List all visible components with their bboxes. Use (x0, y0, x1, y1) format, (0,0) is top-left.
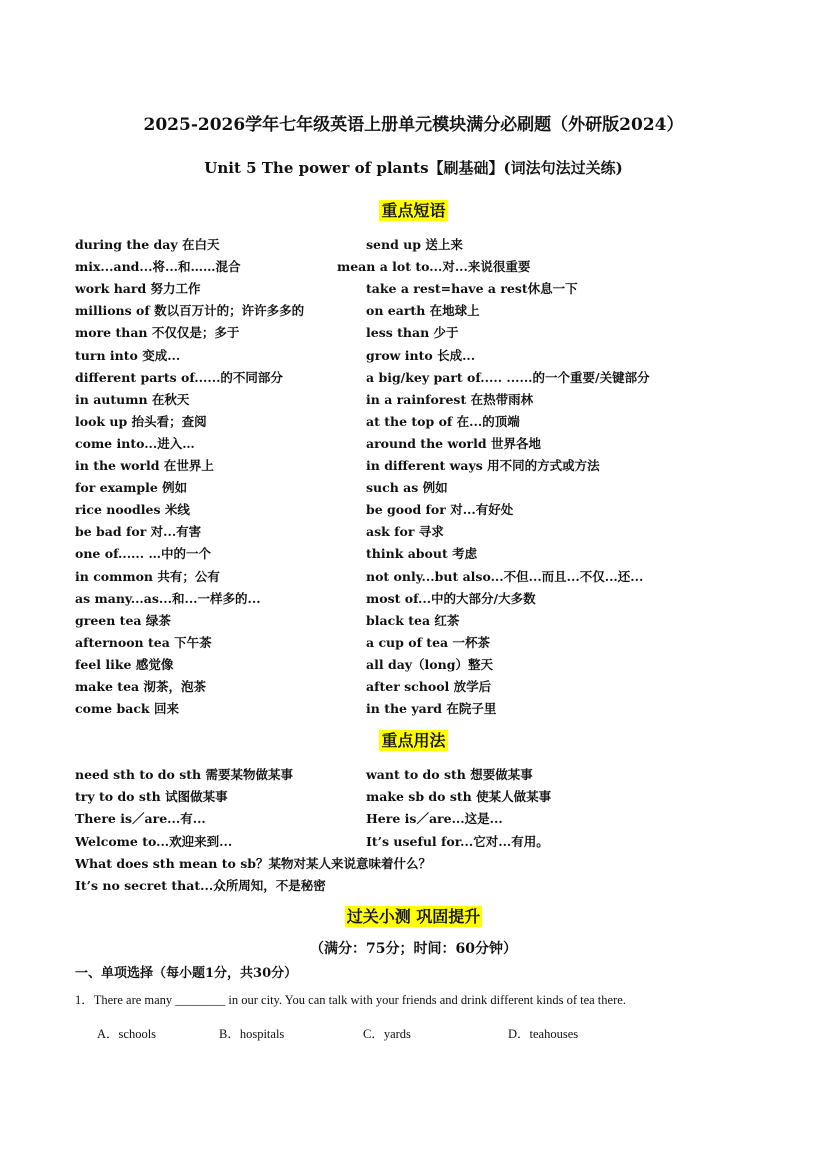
phrase-right-item: on earth 在地球上 (366, 303, 480, 319)
usage-left-item: There is／are...有... (75, 811, 206, 827)
phrase-right-item: in the yard 在院子里 (366, 701, 497, 717)
phrase-left-item: turn into 变成... (75, 347, 181, 363)
phrase-right-item: after school 放学后 (366, 679, 492, 694)
phrase-left-item: for example 例如 (75, 480, 188, 496)
phrase-left-item: in common 共有；公有 (75, 568, 220, 584)
quiz-heading (0, 904, 827, 927)
usage-left-item: Welcome to...欢迎来到... (75, 833, 233, 849)
phrase-right-item: black tea 红茶 (366, 612, 460, 628)
usage-right-item: want to do sth 想要做某事 (366, 767, 533, 782)
phrase-left-item: be bad for 对...有害 (75, 524, 202, 540)
phrase-right-item: grow into 长成... (366, 347, 476, 363)
phrase-right-item: ask for 寻求 (366, 524, 444, 540)
phrase-left-item: come into...进入… (75, 435, 195, 451)
phrase-right-item: take a rest=have a rest休息一下 (366, 281, 578, 297)
phrase-left-item: feel like 感觉像 (75, 656, 174, 672)
quiz-heading-text: 过关小测 巩固提升 (346, 907, 481, 926)
phrase-left-item: afternoon tea 下午茶 (75, 634, 212, 650)
phrase-left-item: different parts of......的不同部分 (75, 369, 283, 385)
usage-right-item: It’s useful for...它对...有用。 (366, 833, 549, 849)
phrase-left-item: make tea 沏茶，泡茶 (75, 679, 206, 694)
phrase-left-item: in autumn 在秋天 (75, 391, 190, 407)
usage-heading (0, 728, 827, 751)
phrases-heading-text: 重点短语 (381, 201, 446, 220)
phrase-right-item: in a rainforest 在热带雨林 (366, 391, 534, 407)
phrase-left-item: come back 回来 (75, 701, 179, 717)
phrase-left-item: more than 不仅仅是；多于 (75, 325, 240, 341)
usage-left-item: need sth to do sth 需要某物做某事 (75, 767, 293, 782)
phrase-right-item: around the world 世界各地 (366, 435, 541, 451)
phrase-left-item: during the day 在白天 (75, 237, 220, 252)
usage-right-item: Here is／are...这是... (366, 811, 503, 827)
phrase-right-item: at the top of 在...的顶端 (366, 413, 520, 429)
option-b: B．hospitals (219, 1027, 285, 1041)
phrase-right-item: be good for 对...有好处 (366, 502, 514, 518)
phrase-right-item: most of...中的大部分/大多数 (366, 590, 536, 606)
option-d: D．teahouses (508, 1027, 579, 1041)
usage-heading-text: 重点用法 (381, 731, 446, 750)
phrase-right-item: less than 少于 (366, 325, 459, 341)
usage-full-item: It’s no secret that...众所周知，不是秘密 (75, 878, 326, 893)
document-title: 2025-2026学年七年级英语上册单元模块满分必刷题（外研版2024） (143, 115, 684, 135)
question-1: 1．There are many ________ in our city. You can talk with your friends and drink different kinds of tea there. (75, 993, 626, 1007)
phrase-right-item: in different ways 用不同的方式或方法 (366, 458, 600, 473)
phrase-right-item: not only...but also...不但...而且...不仅...还... (366, 568, 644, 584)
phrase-left-item: in the world 在世界上 (75, 458, 214, 473)
phrase-left-item: one of...... …中的一个 (75, 546, 211, 562)
phrase-right-item: mean a lot to...对...来说很重要 (337, 259, 531, 275)
phrase-right-item: a big/key part of..... ......的一个重要/关键部分 (366, 369, 650, 385)
phrases-heading (0, 198, 827, 221)
section-title: 一、单项选择（每小题1分，共30分） (75, 966, 298, 981)
phrase-right-item: think about 考虑 (366, 546, 478, 562)
phrase-left-item: look up 抬头看；查阅 (75, 413, 207, 429)
phrase-left-item: millions of 数以百万计的；许许多多的 (75, 303, 305, 319)
option-c: C．yards (363, 1027, 411, 1041)
option-a: A．schools (97, 1027, 157, 1041)
phrase-left-item: work hard 努力工作 (75, 281, 201, 297)
phrase-right-item: all day（long）整天 (366, 656, 493, 672)
phrase-right-item: a cup of tea 一杯茶 (366, 634, 490, 650)
phrase-left-item: green tea 绿茶 (75, 612, 171, 628)
phrase-left-item: as many...as...和...一样多的... (75, 590, 261, 606)
phrase-right-item: send up 送上来 (366, 237, 463, 252)
usage-left-item: try to do sth 试图做某事 (75, 789, 228, 805)
score-time-line: （满分：75分；时间：60分钟） (310, 941, 517, 957)
usage-full-item: What does sth mean to sb？某物对某人来说意味着什么？ (75, 855, 431, 871)
phrase-left-item: mix...and...将...和……混合 (75, 259, 241, 275)
phrase-right-item: such as 例如 (366, 480, 448, 496)
document-subtitle: Unit 5 The power of plants【刷基础】(词法句法过关练) (204, 159, 623, 177)
phrase-left-item: rice noodles 米线 (75, 502, 190, 518)
usage-right-item: make sb do sth 使某人做某事 (366, 789, 552, 805)
